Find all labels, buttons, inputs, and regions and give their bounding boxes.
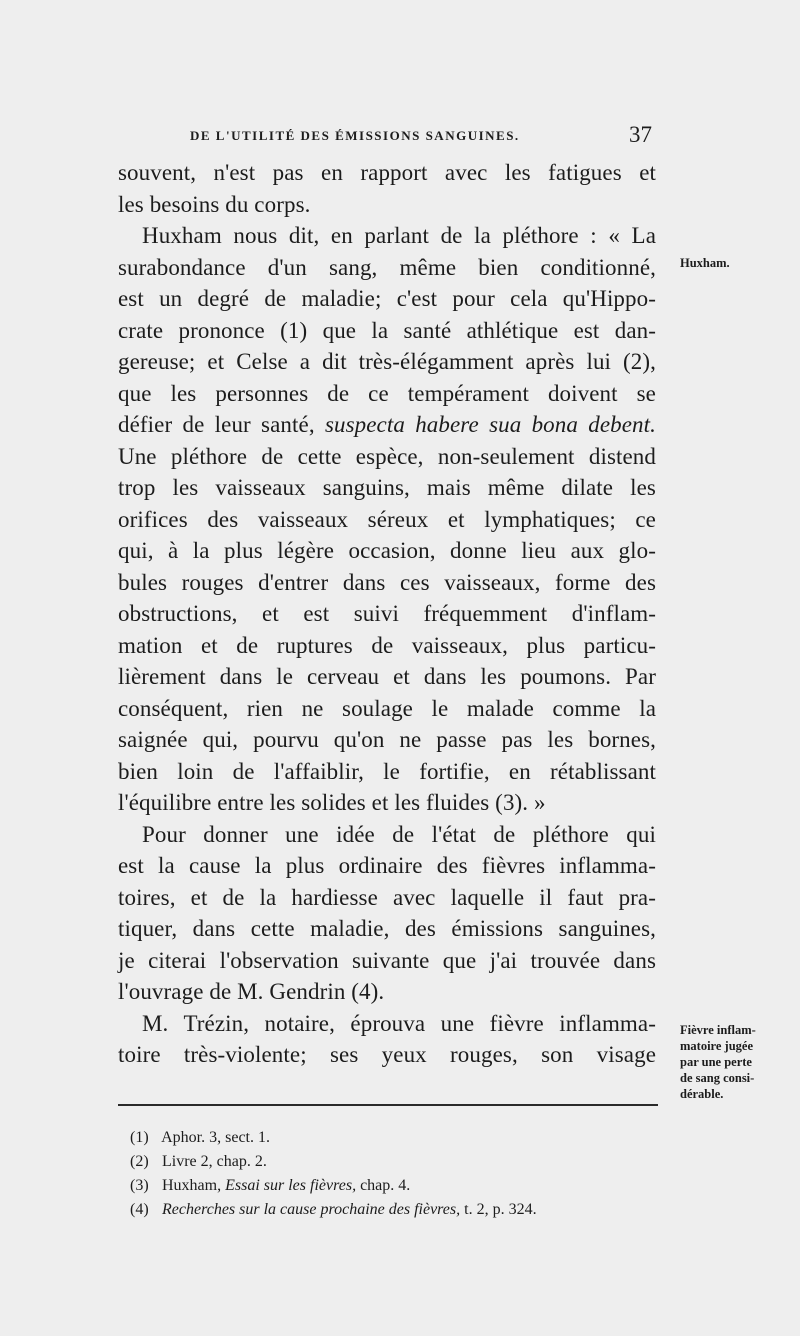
text-line: orifices des vaisseaux séreux et lymphatiques; ce <box>118 506 656 532</box>
footnote-title: Essai sur les fièvres, <box>225 1177 357 1194</box>
margin-note-line: dérable. <box>680 1087 724 1101</box>
text-line: trop les vaisseaux sanguins, mais même dilate les <box>118 475 656 500</box>
text-line: bien loin de l'affaiblir, le fortifie, en rétablissant <box>118 758 656 784</box>
text-line: Huxham nous dit, en parlant de la pléthore : « La <box>142 223 656 248</box>
body-text <box>118 157 656 1071</box>
footnote-author: Huxham, <box>162 1177 222 1194</box>
text-line: obstructions, et est suivi fréquemment d'inflam- <box>118 601 656 626</box>
footnote <box>130 1150 537 1174</box>
text-line: M. Trézin, notaire, éprouva une fièvre inflamma- <box>142 1010 656 1036</box>
latin-quote: suspecta habere sua bona debent. <box>324 412 656 437</box>
text-line: crate prononce (1) que la santé athlétique est dan- <box>118 317 656 343</box>
running-head: DE L'UTILITÉ DES ÉMISSIONS SANGUINES. <box>190 128 520 143</box>
footnote-rule <box>118 1104 658 1106</box>
text-line: que les personnes de ce tempérament doivent se <box>118 380 656 406</box>
footnote-locator: t. 2, p. 324. <box>464 1201 537 1218</box>
footnote <box>130 1174 537 1198</box>
text-span: défier de leur santé, <box>118 412 315 437</box>
text-line: surabondance d'un sang, même bien conditionné, <box>118 254 656 280</box>
margin-note-huxham: Huxham. <box>680 256 730 270</box>
text-line: l'ouvrage de M. Gendrin (4). <box>118 979 385 1004</box>
text-line: saignée qui, pourvu qu'on ne passe pas les bornes, <box>118 727 656 752</box>
text-line: Une pléthore de cette espèce, non-seulement distend <box>118 443 656 469</box>
page-number: 37 <box>629 122 652 147</box>
text-line: lièrement dans le cerveau et dans les poumons. Par <box>118 664 656 689</box>
footnote <box>130 1126 537 1150</box>
text-line: l'équilibre entre les solides et les fluides (3). » <box>118 790 546 815</box>
text-line: toire très-violente; ses yeux rouges, son visage <box>118 1042 656 1067</box>
footnote-mark: (2) <box>130 1153 149 1170</box>
margin-note-line: Fièvre inflam- <box>680 1023 756 1037</box>
page-header <box>112 122 660 152</box>
footnote-text: Aphor. 3, sect. 1. <box>161 1129 270 1146</box>
text-line: mation et de ruptures de vaisseaux, plus particu- <box>118 632 656 658</box>
margin-note-line: par une perte <box>680 1055 752 1069</box>
text-line <box>118 409 656 441</box>
footnote-mark: (4) <box>130 1201 149 1218</box>
text-line: est la cause la plus ordinaire des fièvres inflamma- <box>118 853 656 878</box>
text-line: je citerai l'observation suivante que j'ai trouvée dans <box>118 947 656 973</box>
footnotes <box>130 1126 537 1222</box>
text-line: est un degré de maladie; c'est pour cela qu'Hippo- <box>118 286 656 311</box>
margin-note-line: de sang consi- <box>680 1071 755 1085</box>
text-line: gereuse; et Celse a dit très-élégamment après lui (2), <box>118 349 656 374</box>
footnote-mark: (3) <box>130 1177 149 1194</box>
text-line: tiquer, dans cette maladie, des émissions sanguines, <box>118 916 656 941</box>
text-line: Pour donner une idée de l'état de pléthore qui <box>142 821 656 847</box>
text-line: conséquent, rien ne soulage le malade comme la <box>118 695 656 721</box>
footnote-text: Livre 2, chap. 2. <box>162 1153 267 1170</box>
text-line: souvent, n'est pas en rapport avec les fatigues et <box>118 160 656 185</box>
footnote <box>130 1198 537 1222</box>
text-line: qui, à la plus légère occasion, donne lieu aux glo- <box>118 538 656 563</box>
margin-note-line: matoire jugée <box>680 1039 754 1053</box>
text-line: bules rouges d'entrer dans ces vaisseaux, forme des <box>118 569 656 595</box>
footnote-mark: (1) <box>130 1129 149 1146</box>
footnote-title: Recherches sur la cause prochaine des fièvres, <box>162 1201 461 1218</box>
text-line: toires, et de la hardiesse avec laquelle il faut pra- <box>118 884 656 910</box>
text-line: les besoins du corps. <box>118 191 311 217</box>
footnote-locator: chap. 4. <box>360 1177 411 1194</box>
margin-note-fievre <box>680 1022 756 1102</box>
